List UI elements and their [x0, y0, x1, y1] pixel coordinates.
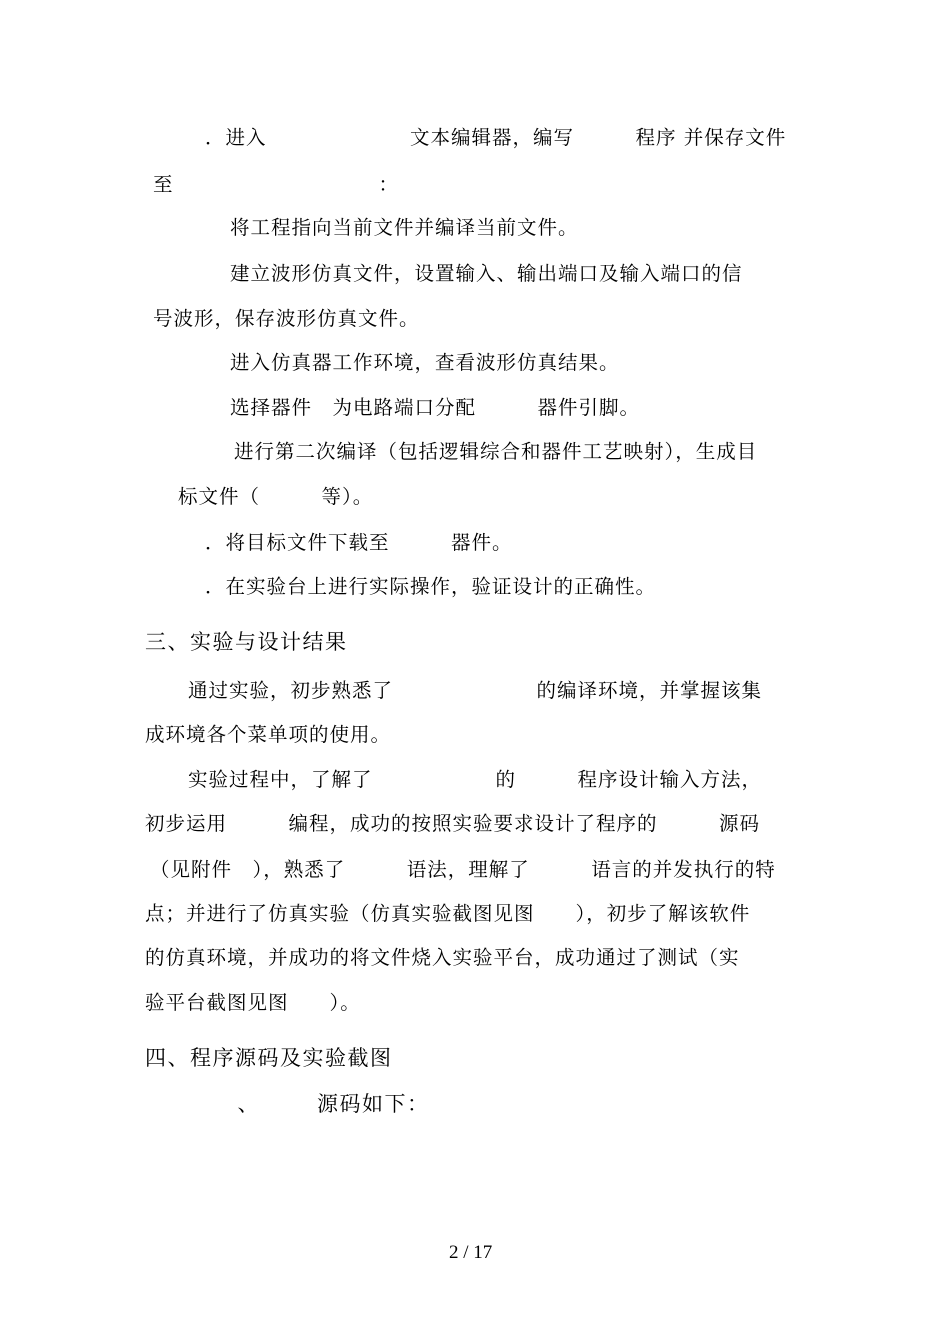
source-code-intro: 、 源码如下：: [215, 1092, 430, 1116]
step-simulator: 进入仿真器工作环境，查看波形仿真结果。: [230, 351, 620, 374]
step-compile: 将工程指向当前文件并编译当前文件。: [230, 216, 579, 239]
step-enter-editor-line2: 至 ：: [153, 173, 400, 196]
step-verify: ．在实验台上进行实际操作，验证设计的正确性。: [205, 575, 657, 598]
step-enter-editor-line1: ．进入 文本编辑器，编写 程序 并保存文件: [205, 126, 787, 149]
section-heading-results: 三、实验与设计结果: [145, 630, 348, 654]
results-para2-line2: 初步运用 编程，成功的按照实验要求设计了程序的 源码: [145, 812, 761, 835]
results-para1-line1: 通过实验，初步熟悉了 的编译环境，并掌握该集: [188, 679, 763, 702]
results-para1-line2: 成环境各个菜单项的使用。: [145, 723, 392, 746]
results-para2-line1: 实验过程中，了解了 的 程序设计输入方法，: [188, 768, 763, 791]
step-second-compile-line1: 进行第二次编译（包括逻辑综合和器件工艺映射），生成目: [234, 440, 758, 463]
page-number: 2 / 17: [449, 1242, 493, 1263]
results-para2-line5: 的仿真环境，并成功的将文件烧入实验平台，成功通过了测试（实: [145, 946, 740, 969]
step-second-compile-line2: 标文件（ 等）。: [178, 485, 374, 508]
step-download: ．将目标文件下载至 器件。: [205, 531, 513, 554]
results-para2-line4: 点；并进行了仿真实验（仿真实验截图见图 ），初步了解该软件: [145, 902, 751, 925]
results-para2-line3: （见附件 ），熟悉了 语法，理解了 语言的并发执行的特: [150, 858, 776, 881]
results-para2-line6: 验平台截图见图 ）。: [145, 991, 361, 1014]
step-waveform-line1: 建立波形仿真文件，设置输入、输出端口及输入端口的信: [230, 262, 743, 285]
step-select-device: 选择器件 为电路端口分配 器件引脚。: [230, 396, 641, 419]
section-heading-source: 四、程序源码及实验截图: [145, 1046, 393, 1070]
step-waveform-line2: 号波形，保存波形仿真文件。: [153, 307, 420, 330]
